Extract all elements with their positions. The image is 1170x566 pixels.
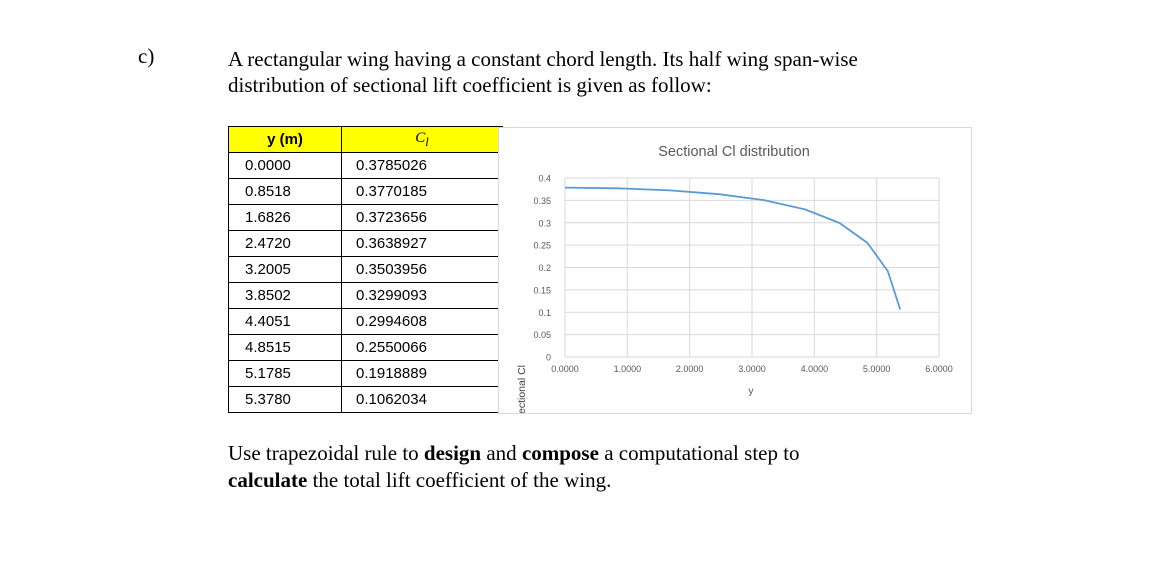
- cl-distribution-chart: [499, 128, 971, 413]
- instruction-paragraph: [228, 440, 946, 494]
- x-tick-label: 4.0000: [800, 364, 829, 374]
- keyword-design: design: [423, 441, 482, 465]
- cell-cl: 0.3723656: [342, 205, 503, 231]
- cell-y: 0.0000: [229, 153, 342, 179]
- x-axis-label: y: [748, 385, 754, 397]
- cell-y: 5.1785: [229, 361, 342, 387]
- intro-text: [228, 46, 968, 98]
- cell-y: 2.4720: [229, 231, 342, 257]
- intro-line-1: A rectangular wing having a constant chord length. Its half wing span-wise: [228, 47, 858, 71]
- cell-y: 3.2005: [229, 257, 342, 283]
- chart-title: Sectional Cl distribution: [658, 144, 810, 160]
- table-row: [229, 231, 503, 257]
- cell-cl: 0.3785026: [342, 153, 503, 179]
- y-tick-label: 0.1: [538, 307, 551, 318]
- table-row: [229, 361, 503, 387]
- cell-y: 4.4051: [229, 309, 342, 335]
- intro-line-2: distribution of sectional lift coefficient is given as follow:: [228, 73, 712, 97]
- keyword-compose: compose: [521, 441, 599, 465]
- table-row: [229, 283, 503, 309]
- cell-cl: 0.3299093: [342, 283, 503, 309]
- cell-cl: 0.3770185: [342, 179, 503, 205]
- cell-y: 3.8502: [229, 283, 342, 309]
- table-row: [229, 153, 503, 179]
- cell-cl: 0.3638927: [342, 231, 503, 257]
- x-tick-label: 1.0000: [613, 364, 642, 374]
- cell-y: 0.8518: [229, 179, 342, 205]
- cell-y: 4.8515: [229, 335, 342, 361]
- cell-y: 5.3780: [229, 387, 342, 413]
- x-tick-label: 3.0000: [738, 364, 766, 374]
- y-tick-label: 0: [545, 352, 551, 363]
- instruction-text-4: the total lift coefficient of the wing.: [307, 468, 612, 492]
- y-tick-label: 0.2: [538, 263, 551, 273]
- table-row: [229, 335, 503, 361]
- chart-container: [498, 127, 972, 414]
- table-row: [229, 205, 503, 231]
- cell-cl: 0.1062034: [342, 387, 503, 413]
- x-tick-label: 5.0000: [862, 364, 891, 374]
- table-row: [229, 309, 503, 335]
- table-row: [229, 179, 503, 205]
- y-tick-label: 0.3: [538, 218, 551, 229]
- lift-data-table: [228, 126, 503, 413]
- cell-cl: 0.2550066: [342, 335, 503, 361]
- y-tick-label: 0.4: [538, 173, 551, 184]
- instruction-text-3: a computational step to: [598, 441, 800, 465]
- task-instructions: [228, 440, 946, 494]
- y-tick-label: 0.35: [533, 195, 551, 206]
- y-tick-label: 0.25: [533, 240, 551, 251]
- y-tick-label: 0.15: [533, 285, 551, 296]
- y-axis-label: Sectional Cl: [516, 364, 528, 413]
- table-header-row: [229, 127, 503, 153]
- table-row: [229, 257, 503, 283]
- keyword-calculate: calculate: [228, 468, 308, 492]
- cell-cl: 0.3503956: [342, 257, 503, 283]
- x-tick-label: 2.0000: [675, 364, 704, 374]
- table-row: [229, 387, 503, 413]
- header-cl-subscript: l: [425, 134, 429, 149]
- header-cl: $C_l$: [342, 127, 503, 153]
- instruction-text-2: and: [481, 441, 522, 465]
- instruction-text-1: Use trapezoidal rule to: [228, 441, 424, 465]
- y-tick-label: 0.05: [533, 330, 551, 341]
- series-line: [565, 188, 900, 310]
- cell-cl: 0.2994608: [342, 309, 503, 335]
- x-tick-label: 0.0000: [551, 364, 579, 374]
- x-tick-label: 6.0000: [925, 364, 953, 374]
- cell-cl: 0.1918889: [342, 361, 503, 387]
- header-y: y (m): [229, 127, 342, 153]
- question-label: c): [138, 44, 155, 68]
- cell-y: 1.6826: [229, 205, 342, 231]
